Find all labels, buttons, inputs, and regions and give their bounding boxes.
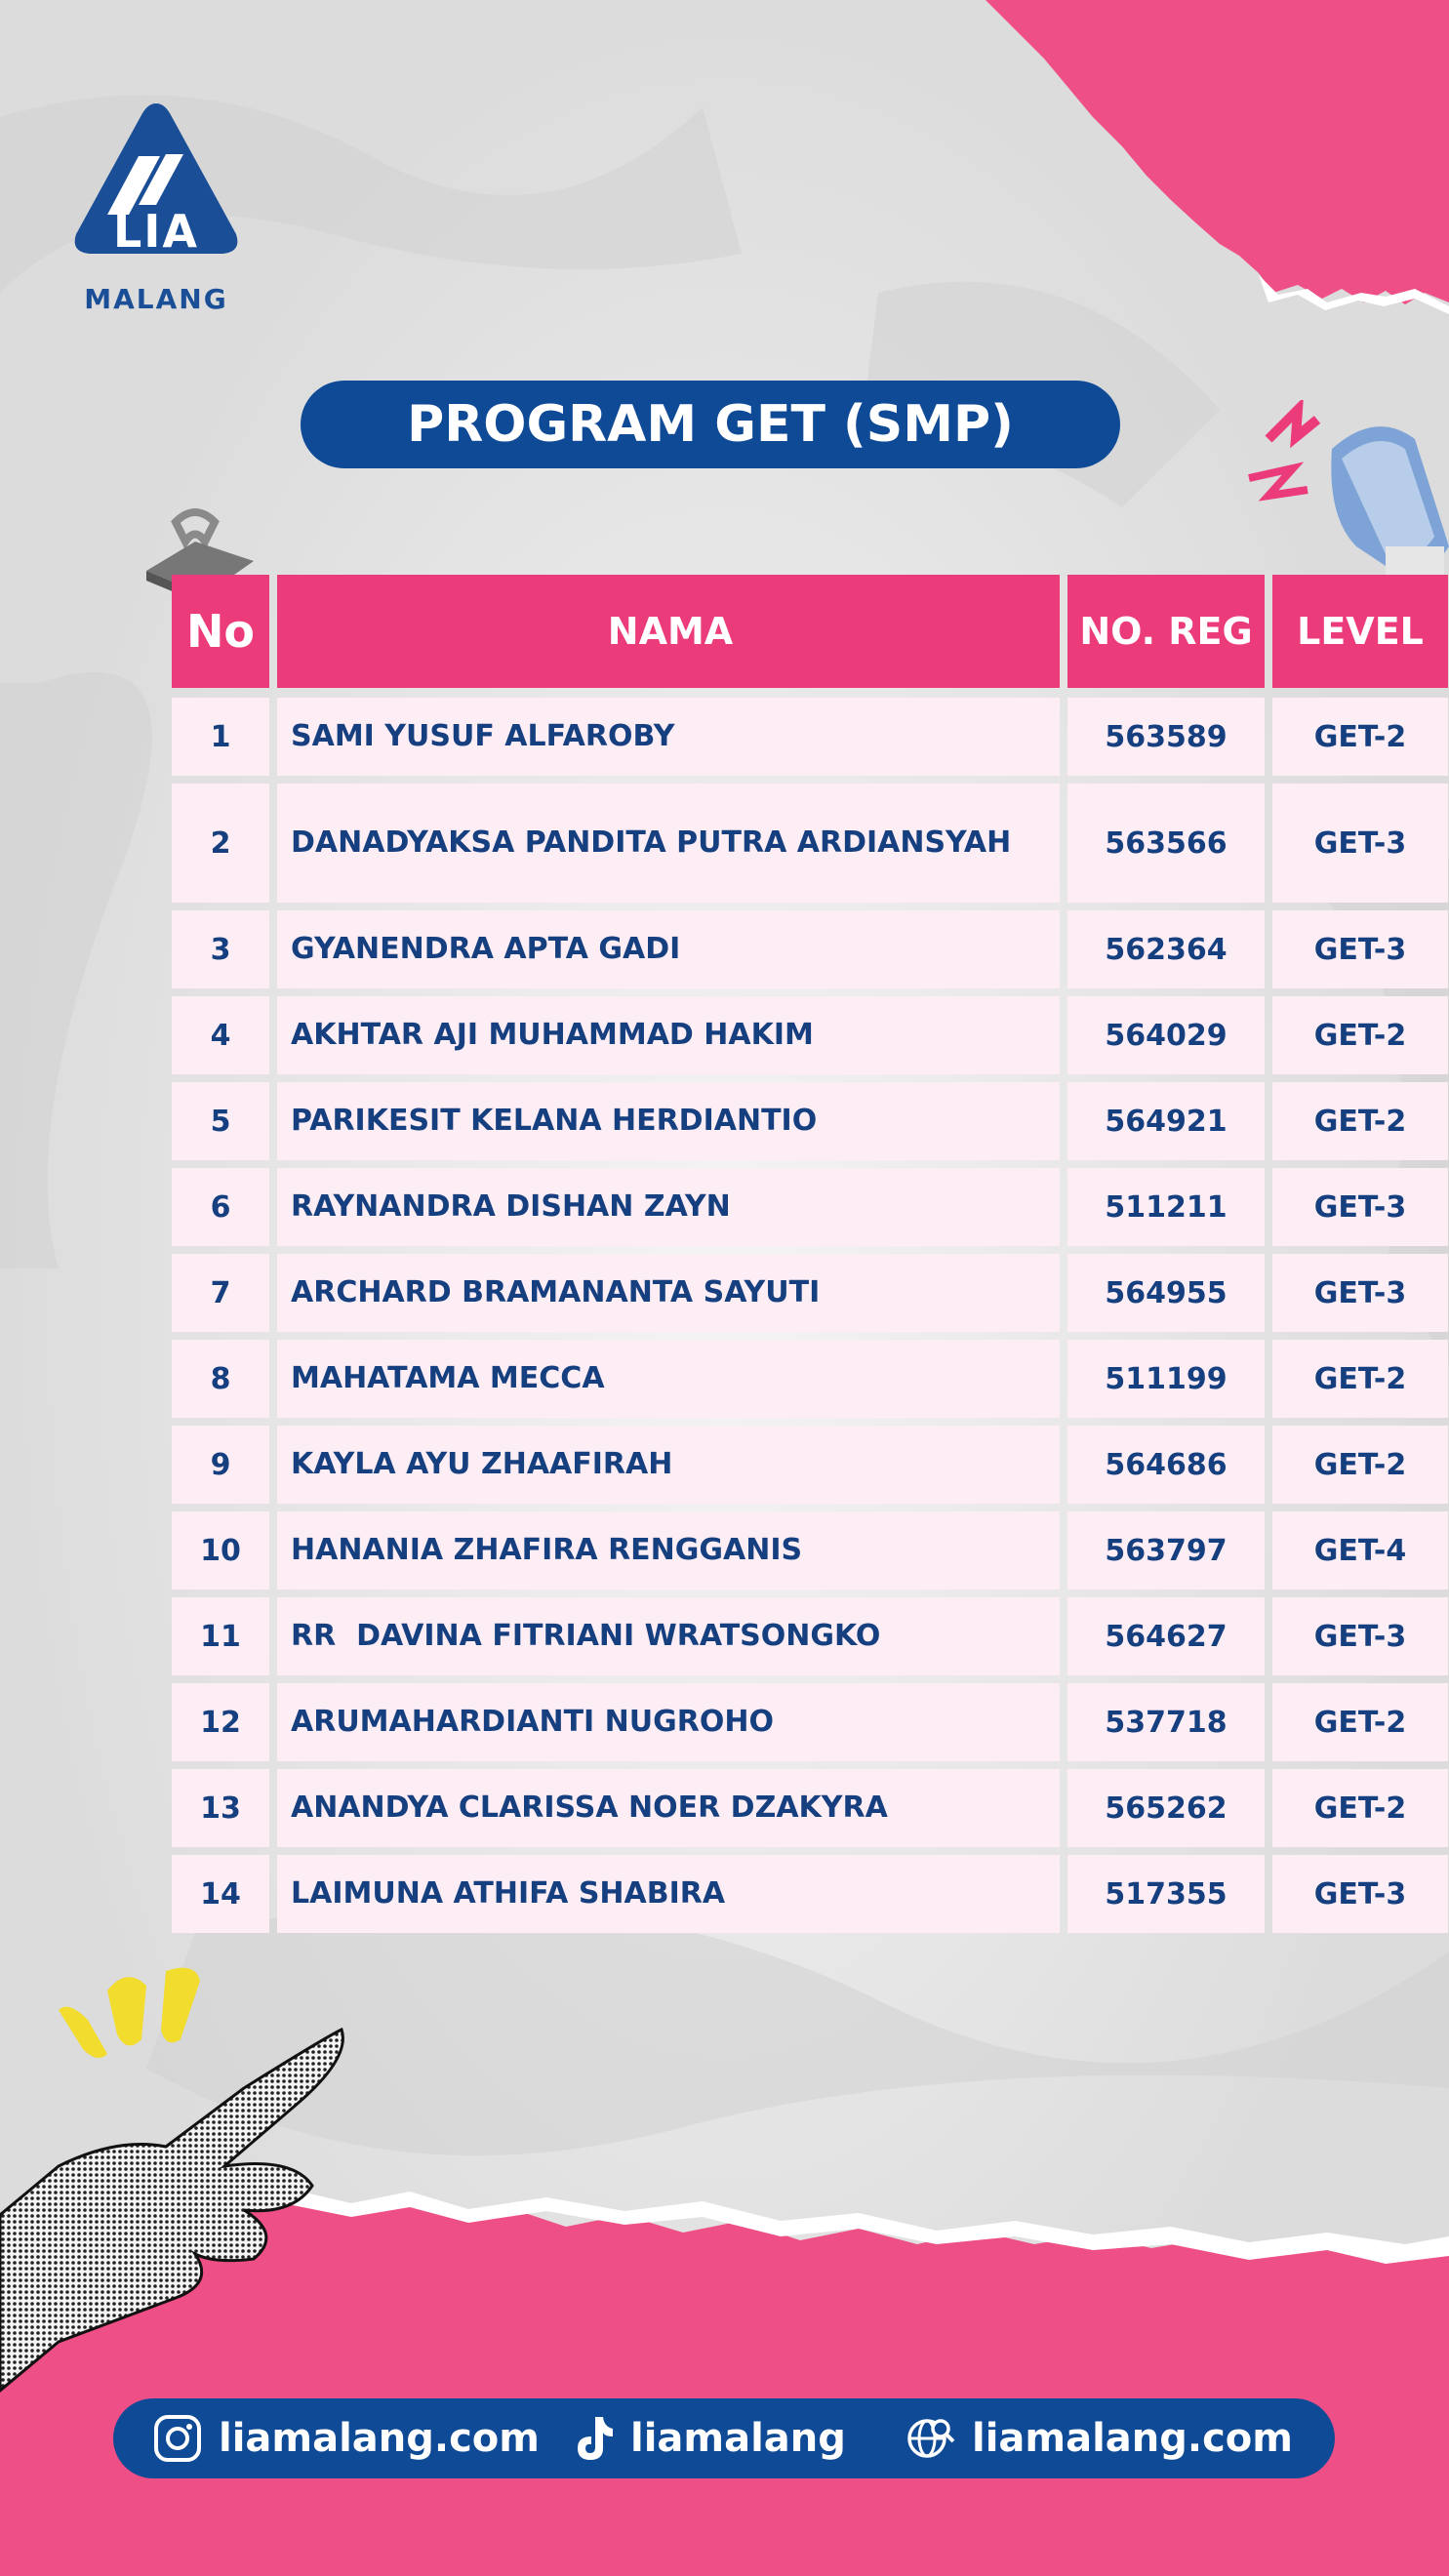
footer-bar [113,2398,1335,2478]
pointing-hand-icon [0,2020,361,2410]
row-level: GET-3 [1272,784,1448,903]
row-level: GET-3 [1272,1855,1448,1933]
row-name: SAMI YUSUF ALFAROBY [277,698,1060,776]
row-reg: 563566 [1067,784,1265,903]
website-url: liamalang.com [972,2416,1293,2461]
table-row [172,996,1407,1074]
table-row [172,1769,1407,1847]
instagram-icon [152,2413,203,2464]
tiktok-handle: liamalang [630,2416,846,2461]
row-reg: 565262 [1067,1769,1265,1847]
row-level: GET-2 [1272,698,1448,776]
row-reg: 562364 [1067,910,1265,988]
row-no: 11 [172,1597,269,1675]
row-reg: 564955 [1067,1254,1265,1332]
row-reg: 511199 [1067,1340,1265,1418]
row-no: 7 [172,1254,269,1332]
row-name: GYANENDRA APTA GADI [277,910,1060,988]
table-row [172,698,1407,776]
footer-tiktok[interactable] [572,2398,846,2478]
row-no: 2 [172,784,269,903]
row-name: LAIMUNA ATHIFA SHABIRA [277,1855,1060,1933]
row-reg: 537718 [1067,1683,1265,1761]
header-reg: NO. REG [1067,575,1265,688]
row-name: DANADYAKSA PANDITA PUTRA ARDIANSYAH [277,784,1060,903]
row-no: 8 [172,1340,269,1418]
row-name: KAYLA AYU ZHAAFIRAH [277,1426,1060,1504]
header-level: LEVEL [1272,575,1448,688]
footer-website[interactable] [904,2398,1293,2478]
table-header-row [172,575,1424,688]
row-reg: 563797 [1067,1511,1265,1590]
row-level: GET-2 [1272,1769,1448,1847]
row-reg: 564686 [1067,1426,1265,1504]
row-no: 12 [172,1683,269,1761]
lia-malang-logo [68,98,244,315]
row-name: ARUMAHARDIANTI NUGROHO [277,1683,1060,1761]
row-name: ARCHARD BRAMANANTA SAYUTI [277,1254,1060,1332]
table-row [172,910,1407,988]
table-row [172,784,1407,903]
row-no: 13 [172,1769,269,1847]
header-name: NAMA [277,575,1060,688]
row-level: GET-2 [1272,996,1448,1074]
globe-search-icon [904,2413,956,2464]
row-reg: 517355 [1067,1855,1265,1933]
instagram-handle: liamalang.com [219,2416,540,2461]
row-level: GET-3 [1272,1597,1448,1675]
row-level: GET-3 [1272,1254,1448,1332]
row-no: 10 [172,1511,269,1590]
row-no: 1 [172,698,269,776]
page-title: PROGRAM GET (SMP) [301,381,1120,468]
row-reg: 564029 [1067,996,1265,1074]
row-level: GET-3 [1272,910,1448,988]
row-level: GET-4 [1272,1511,1448,1590]
table-row [172,1426,1407,1504]
row-level: GET-2 [1272,1426,1448,1504]
row-level: GET-2 [1272,1683,1448,1761]
row-level: GET-2 [1272,1340,1448,1418]
row-no: 14 [172,1855,269,1933]
row-level: GET-3 [1272,1168,1448,1246]
row-no: 5 [172,1082,269,1160]
table-row [172,1855,1407,1933]
tiktok-icon [572,2413,615,2464]
row-name: ANANDYA CLARISSA NOER DZAKYRA [277,1769,1060,1847]
row-reg: 563589 [1067,698,1265,776]
row-name: HANANIA ZHAFIRA RENGGANIS [277,1511,1060,1590]
table-row [172,1168,1407,1246]
table-row [172,1597,1407,1675]
logo-city-text: MALANG [84,283,228,315]
row-no: 4 [172,996,269,1074]
row-name: RAYNANDRA DISHAN ZAYN [277,1168,1060,1246]
footer-instagram[interactable] [152,2398,540,2478]
header-no: No [172,575,269,688]
row-name: MAHATAMA MECCA [277,1340,1060,1418]
row-level: GET-2 [1272,1082,1448,1160]
table-row [172,1511,1407,1590]
row-reg: 564921 [1067,1082,1265,1160]
logo-brand-text: LIA [112,205,200,258]
row-no: 9 [172,1426,269,1504]
row-no: 3 [172,910,269,988]
table-row [172,1082,1407,1160]
table-row [172,1340,1407,1418]
table-row [172,1254,1407,1332]
row-name: RR DAVINA FITRIANI WRATSONGKO [277,1597,1060,1675]
row-reg: 511211 [1067,1168,1265,1246]
table-row [172,1683,1407,1761]
row-no: 6 [172,1168,269,1246]
row-name: AKHTAR AJI MUHAMMAD HAKIM [277,996,1060,1074]
row-name: PARIKESIT KELANA HERDIANTIO [277,1082,1060,1160]
row-reg: 564627 [1067,1597,1265,1675]
